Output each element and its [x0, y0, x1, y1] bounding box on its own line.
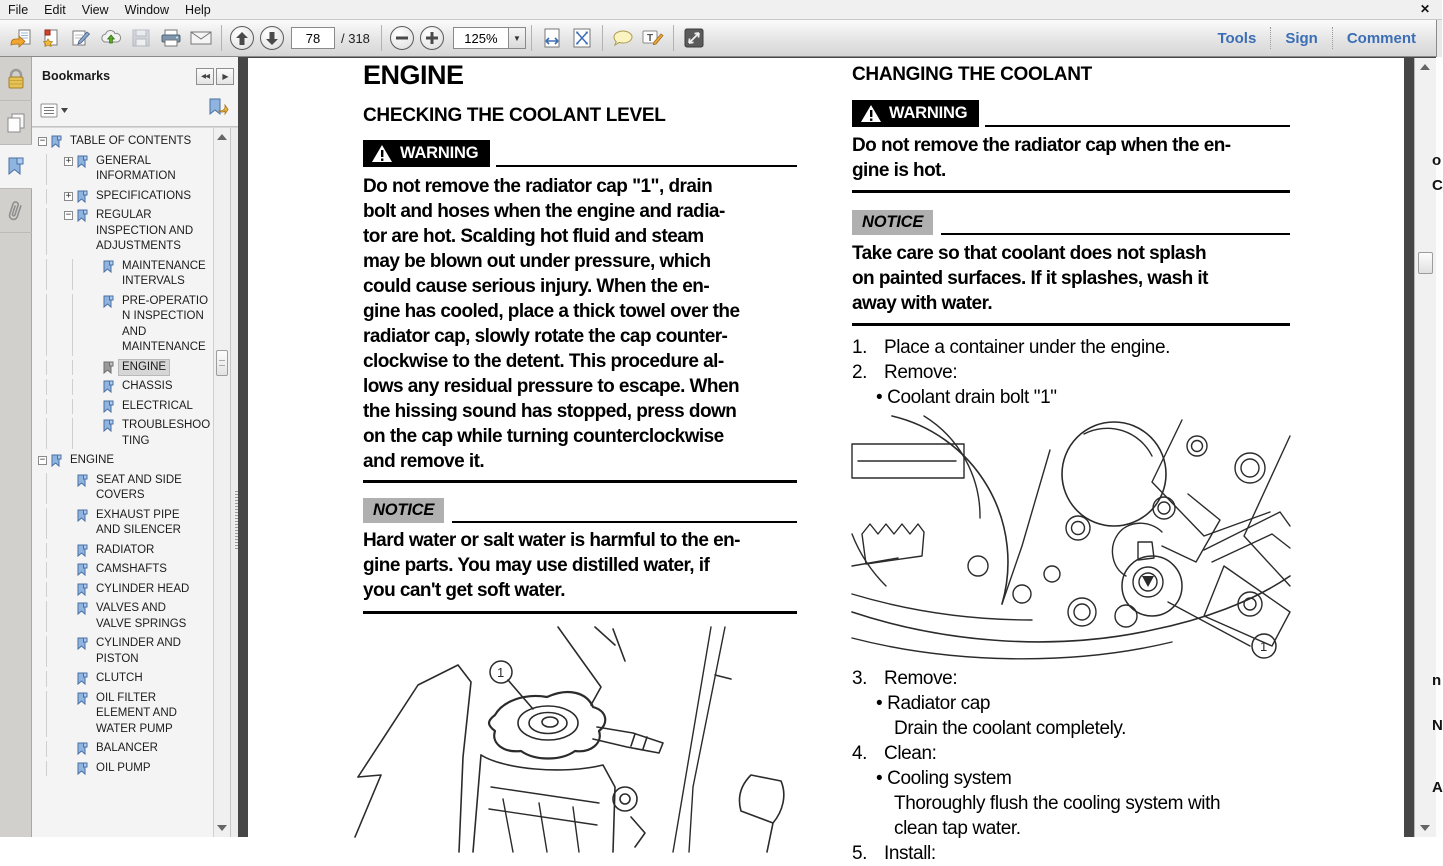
- step-continuation-line: Thoroughly flush the cooling system with: [894, 793, 1221, 814]
- background-window-fragment: A: [1432, 779, 1443, 796]
- background-window-strip: [1432, 57, 1443, 837]
- procedure-steps: [852, 666, 1290, 866]
- bookmark-item-oil-pump[interactable]: OIL PUMP: [38, 759, 213, 779]
- collapse-panel-icon[interactable]: ◀◀: [196, 68, 214, 85]
- fit-width-icon[interactable]: [537, 24, 567, 52]
- bookmark-item-cylinder-and-piston[interactable]: CYLINDER AND PISTON: [38, 634, 213, 669]
- background-window-fragment: C: [1432, 177, 1443, 194]
- subsection-title-checking-coolant: CHECKING THE COOLANT LEVEL: [363, 105, 666, 126]
- expand-node-icon[interactable]: +: [65, 155, 72, 166]
- create-pdf-icon[interactable]: [36, 24, 66, 52]
- attachments-icon[interactable]: [0, 189, 32, 233]
- section-title-engine: ENGINE: [363, 60, 464, 90]
- warning-text: Do not remove the radiator cap "1", drain bolt and hoses when the engine and radia- tor are hot. Scalding hot fluid and steam may be blown out under pressure, which could cause serious injury. When the en- gine has cooled, place a thick towel over the radiator cap, slowly rotate the cap counter- clockwise to the detent. This procedure al- lows any residual pressure to escape. When the hissing sound has stopped, press down on the cap while turning counterclockwise and remove it.: [363, 176, 740, 472]
- panel-title: Bookmarks: [42, 69, 111, 83]
- bookmark-item-table-of-contents[interactable]: − TABLE OF CONTENTS: [39, 135, 192, 147]
- notice-text: Take care so that coolant does not splash on painted surfaces. If it splashes, wash it away with water.: [852, 243, 1208, 314]
- bookmark-item-balancer[interactable]: BALANCER: [38, 739, 213, 759]
- step-bullet-line: • Cooling system: [852, 766, 1290, 791]
- step-number-line: 1. Place a container under the engine.: [852, 337, 1170, 358]
- page-number-input[interactable]: [291, 27, 335, 49]
- bookmarks-tree: [32, 128, 213, 837]
- zoom-level-value[interactable]: 125%: [453, 27, 509, 49]
- expand-panel-icon[interactable]: ▶: [216, 68, 234, 85]
- menu-edit[interactable]: Edit: [44, 2, 66, 17]
- step-number-line: 2. Remove:: [852, 362, 958, 383]
- menu-help[interactable]: Help: [185, 2, 211, 17]
- next-page-icon[interactable]: [260, 26, 284, 50]
- step-continuation-line: Drain the coolant completely.: [894, 718, 1127, 739]
- window-close-button[interactable]: ✕: [1419, 2, 1430, 16]
- bookmark-item-specifications[interactable]: + SPECIFICATIONS: [38, 187, 213, 207]
- background-window-fragment: N: [1432, 717, 1443, 734]
- comment-bubble-icon[interactable]: [608, 24, 638, 52]
- bookmark-item-pre-operatio-n-inspection-and-maintenance[interactable]: PRE-OPERATIO N INSPECTION AND MAINTENANCE: [38, 292, 213, 358]
- collapse-node-icon[interactable]: −: [39, 136, 46, 146]
- lock-icon[interactable]: [0, 57, 32, 101]
- svg-text:T: T: [646, 33, 654, 44]
- previous-page-icon[interactable]: [230, 26, 254, 50]
- notice-text: Hard water or salt water is harmful to the en- gine parts. You may use distilled water, if you can't get soft water.: [363, 530, 740, 601]
- bookmark-item-radiator[interactable]: RADIATOR: [38, 541, 213, 561]
- bookmark-options-icon[interactable]: [40, 103, 68, 118]
- navigation-rail: [0, 57, 32, 837]
- warning-banner: WARNING: [852, 100, 979, 127]
- zoom-out-icon[interactable]: [390, 26, 414, 50]
- bookmark-item-regular-inspection-and-adjustments[interactable]: − REGULAR INSPECTION AND ADJUSTMENTS: [38, 206, 213, 257]
- doc-scroll-thumb[interactable]: [1418, 252, 1433, 274]
- bookmark-item-maintenance-intervals[interactable]: MAINTENANCE INTERVALS: [38, 257, 213, 292]
- tools-button[interactable]: Tools: [1217, 29, 1257, 47]
- step-number-line: 3. Remove:: [852, 668, 958, 689]
- bookmark-item-valves-and-valve-springs[interactable]: VALVES AND VALVE SPRINGS: [38, 599, 213, 634]
- bookmark-item-general-information[interactable]: + GENERAL INFORMATION: [38, 152, 213, 187]
- expand-node-icon[interactable]: +: [65, 190, 72, 201]
- panel-scroll-down-icon[interactable]: [217, 825, 227, 831]
- step-number-line: 4. Clean:: [852, 743, 937, 764]
- background-window-fragment: o: [1432, 152, 1442, 169]
- bookmarks-panel: [32, 57, 238, 837]
- step-number-line: 5. Install:: [852, 843, 936, 864]
- warning-text: Do not remove the radiator cap when the en- gine is hot.: [852, 135, 1231, 181]
- menu-bar: [0, 0, 1442, 20]
- open-icon[interactable]: [6, 24, 36, 52]
- bookmark-item-camshafts[interactable]: CAMSHAFTS: [38, 560, 213, 580]
- svg-text:1: 1: [497, 665, 505, 680]
- procedure-steps: [852, 335, 1290, 410]
- step-bullet-line: • Radiator cap: [852, 691, 1290, 716]
- sign-pen-icon[interactable]: [66, 24, 96, 52]
- bookmark-item-engine[interactable]: ENGINE: [38, 358, 213, 378]
- collapse-node-icon[interactable]: −: [39, 455, 46, 465]
- save-icon[interactable]: [126, 24, 156, 52]
- fullscreen-icon[interactable]: [679, 24, 709, 52]
- step-continuation-line: clean tap water.: [894, 818, 1021, 839]
- doc-scroll-down-icon[interactable]: [1420, 825, 1430, 831]
- svg-text:1: 1: [1260, 639, 1268, 654]
- cloud-upload-icon[interactable]: [96, 24, 126, 52]
- print-icon[interactable]: [156, 24, 186, 52]
- pdf-page: [248, 58, 1404, 864]
- zoom-dropdown-icon[interactable]: ▼: [509, 27, 526, 49]
- fit-page-icon[interactable]: [567, 24, 597, 52]
- bookmark-item-electrical[interactable]: ELECTRICAL: [38, 397, 213, 417]
- bookmarks-tab-icon[interactable]: [0, 145, 32, 189]
- subsection-title-changing-coolant: CHANGING THE COOLANT: [852, 64, 1092, 85]
- warning-triangle-icon: [371, 144, 393, 163]
- page-thumbnails-icon[interactable]: [0, 101, 32, 145]
- coolant-drain-bolt-figure: [852, 416, 1290, 660]
- bookmark-item-engine[interactable]: − ENGINE: [39, 454, 115, 466]
- panel-scroll-up-icon[interactable]: [217, 134, 227, 140]
- step-bullet-line: • Coolant drain bolt "1": [852, 385, 1290, 410]
- warning-triangle-icon: [860, 104, 882, 123]
- page-total-label: / 318: [341, 30, 370, 46]
- doc-scroll-up-icon[interactable]: [1420, 64, 1430, 70]
- bookmark-item-oil-filter-element-and-water-pump[interactable]: OIL FILTER ELEMENT AND WATER PUMP: [38, 689, 213, 740]
- panel-scrollbar[interactable]: [213, 128, 230, 837]
- panel-scroll-thumb[interactable]: [216, 350, 228, 376]
- background-window-fragment: n: [1432, 672, 1442, 689]
- document-area: [238, 57, 1443, 864]
- radiator-cap-figure: [363, 627, 797, 852]
- notice-banner: NOTICE: [852, 210, 933, 235]
- bookmark-item-chassis[interactable]: CHASSIS: [38, 377, 213, 397]
- bookmark-item-seat-and-side-covers[interactable]: SEAT AND SIDE COVERS: [38, 471, 213, 506]
- notice-banner: NOTICE: [363, 498, 444, 523]
- menu-view[interactable]: View: [81, 2, 109, 17]
- toolbar: [0, 20, 1437, 57]
- zoom-in-icon[interactable]: [420, 26, 444, 50]
- menu-file[interactable]: File: [8, 2, 29, 17]
- menu-window[interactable]: Window: [124, 2, 170, 17]
- email-icon[interactable]: [186, 24, 216, 52]
- new-bookmark-icon[interactable]: [208, 98, 230, 123]
- text-annotation-icon[interactable]: [638, 24, 668, 52]
- bookmark-item-exhaust-pipe-and-silencer[interactable]: EXHAUST PIPE AND SILENCER: [38, 506, 213, 541]
- bookmark-item-clutch[interactable]: CLUTCH: [38, 669, 213, 689]
- bookmark-item-cylinder-head[interactable]: CYLINDER HEAD: [38, 580, 213, 600]
- warning-banner: WARNING: [363, 140, 490, 167]
- sign-button[interactable]: Sign: [1285, 29, 1318, 47]
- comment-button[interactable]: Comment: [1346, 29, 1416, 47]
- collapse-node-icon[interactable]: −: [65, 210, 72, 220]
- bookmark-item-troubleshoo-ting[interactable]: TROUBLESHOO TING: [38, 416, 213, 451]
